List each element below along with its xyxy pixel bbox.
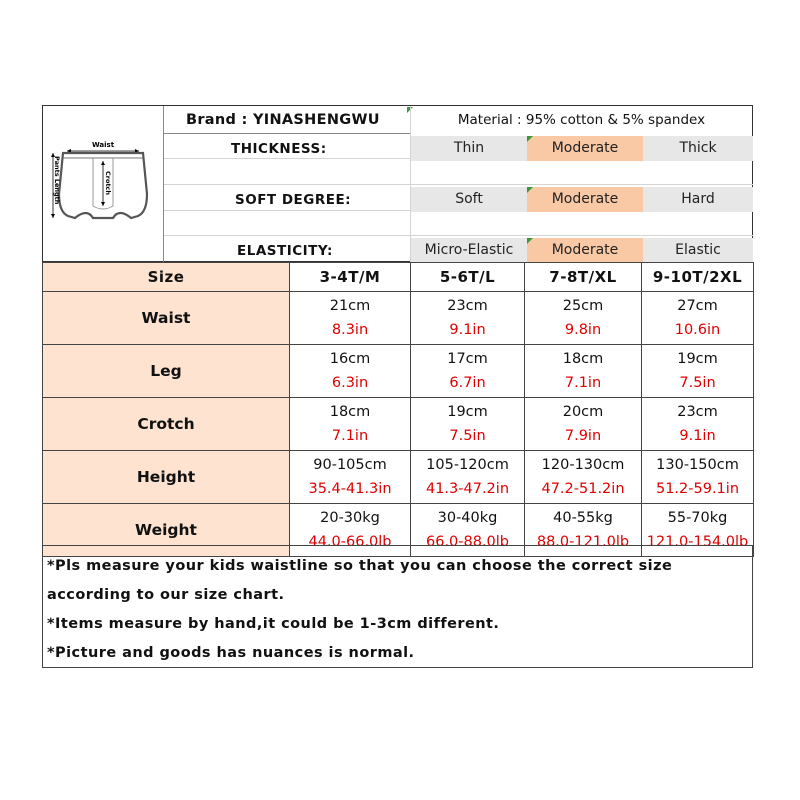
table-cell	[525, 345, 642, 398]
metric-value: 20-30kg	[320, 510, 380, 526]
table-cell	[525, 451, 642, 504]
imperial-value: 121.0-154.0lb	[646, 534, 749, 550]
size-table	[42, 262, 754, 557]
elasticity-option-micro: Micro-Elastic	[411, 238, 527, 263]
corner-marker-icon	[527, 136, 533, 142]
thickness-label: THICKNESS:	[231, 141, 327, 157]
table-cell	[290, 451, 411, 504]
softness-option-moderate: Moderate	[527, 187, 643, 212]
softness-option-hard: Hard	[643, 187, 753, 212]
corner-marker-icon	[527, 238, 533, 244]
elasticity-label: ELASTICITY:	[237, 243, 333, 259]
table-row	[43, 345, 754, 398]
product-info-block	[42, 105, 753, 262]
table-row	[43, 451, 754, 504]
table-cell	[642, 398, 754, 451]
svg-text:Pants Length: Pants Length	[53, 156, 61, 205]
table-cell	[411, 345, 525, 398]
metric-value: 19cm	[447, 404, 488, 420]
imperial-value: 6.7in	[449, 375, 486, 391]
table-cell	[642, 292, 754, 345]
softness-option-soft: Soft	[411, 187, 527, 212]
imperial-value: 9.1in	[679, 428, 716, 444]
metric-value: 21cm	[329, 298, 371, 314]
imperial-value: 66.0-88.0lb	[425, 534, 510, 550]
table-cell	[411, 292, 525, 345]
brand-label: Brand : YINASHENGWU	[164, 106, 410, 134]
table-cell	[290, 345, 411, 398]
notes-box	[42, 545, 753, 668]
metric-value: 16cm	[329, 351, 371, 367]
elasticity-option-moderate: Moderate	[527, 238, 643, 263]
size-header-row	[43, 263, 754, 292]
table-row	[43, 398, 754, 451]
size-chart-sheet	[42, 105, 753, 668]
thickness-option-thin: Thin	[411, 136, 527, 161]
elasticity-option-elastic: Elastic	[643, 238, 753, 263]
metric-value: 20cm	[562, 404, 604, 420]
metric-value: 55-70kg	[667, 510, 728, 526]
imperial-value: 44.0-66.0lb	[308, 534, 392, 550]
thickness-option-moderate: Moderate	[527, 136, 643, 161]
size-header: Size	[43, 263, 290, 292]
row-label-height: Height	[43, 451, 290, 504]
svg-text:Crotch: Crotch	[104, 171, 112, 196]
size-column-header: 7-8T/XL	[525, 263, 642, 292]
metric-value: 30-40kg	[437, 510, 498, 526]
imperial-value: 51.2-59.1in	[655, 481, 740, 497]
note-measure-waist: *Pls measure your kids waistline so that you can choose the correct size according to our size chart.	[47, 558, 673, 603]
underwear-diagram	[43, 106, 164, 262]
thickness-option-thick: Thick	[643, 136, 753, 161]
table-cell	[525, 398, 642, 451]
metric-value: 120-130cm	[541, 457, 625, 473]
imperial-value: 41.3-47.2in	[425, 481, 510, 497]
material-label: Material : 95% cotton & 5% spandex	[457, 112, 706, 128]
row-label-leg: Leg	[43, 345, 290, 398]
note-hand-measure: *Items measure by hand,it could be 1-3cm different.	[47, 616, 500, 632]
note-picture-nuances: *Picture and goods has nuances is normal.	[47, 645, 415, 661]
table-cell	[642, 451, 754, 504]
imperial-value: 10.6in	[674, 322, 721, 338]
imperial-value: 88.0-121.0lb	[536, 534, 630, 550]
imperial-value: 7.5in	[449, 428, 486, 444]
table-cell	[525, 292, 642, 345]
imperial-value: 35.4-41.3in	[308, 481, 392, 497]
metric-value: 130-150cm	[656, 457, 739, 473]
size-column-header: 3-4T/M	[290, 263, 411, 292]
table-cell	[290, 398, 411, 451]
table-row	[43, 292, 754, 345]
svg-text:Waist: Waist	[91, 141, 115, 149]
size-column-header: 9-10T/2XL	[642, 263, 754, 292]
table-cell	[290, 292, 411, 345]
metric-value: 23cm	[677, 404, 718, 420]
metric-value: 25cm	[562, 298, 604, 314]
imperial-value: 7.1in	[331, 428, 369, 444]
imperial-value: 9.1in	[449, 322, 486, 338]
metric-value: 17cm	[447, 351, 488, 367]
metric-value: 105-120cm	[426, 457, 509, 473]
corner-marker-icon	[527, 187, 533, 193]
metric-value: 23cm	[447, 298, 488, 314]
row-label-crotch: Crotch	[43, 398, 290, 451]
row-label-weight: Weight	[43, 504, 290, 557]
imperial-value: 7.9in	[564, 428, 602, 444]
table-cell	[411, 451, 525, 504]
metric-value: 18cm	[329, 404, 371, 420]
metric-value: 19cm	[677, 351, 718, 367]
imperial-value: 8.3in	[331, 322, 369, 338]
metric-value: 90-105cm	[313, 457, 387, 473]
metric-value: 18cm	[562, 351, 604, 367]
soft-degree-label: SOFT DEGREE:	[235, 192, 352, 208]
imperial-value: 6.3in	[331, 375, 369, 391]
metric-value: 27cm	[677, 298, 718, 314]
table-cell	[642, 345, 754, 398]
metric-value: 40-55kg	[553, 510, 613, 526]
size-column-header: 5-6T/L	[411, 263, 525, 292]
table-cell	[411, 398, 525, 451]
imperial-value: 9.8in	[564, 322, 602, 338]
briefs-icon	[43, 106, 163, 262]
row-label-waist: Waist	[43, 292, 290, 345]
imperial-value: 7.1in	[564, 375, 602, 391]
imperial-value: 7.5in	[679, 375, 716, 391]
imperial-value: 47.2-51.2in	[541, 481, 625, 497]
